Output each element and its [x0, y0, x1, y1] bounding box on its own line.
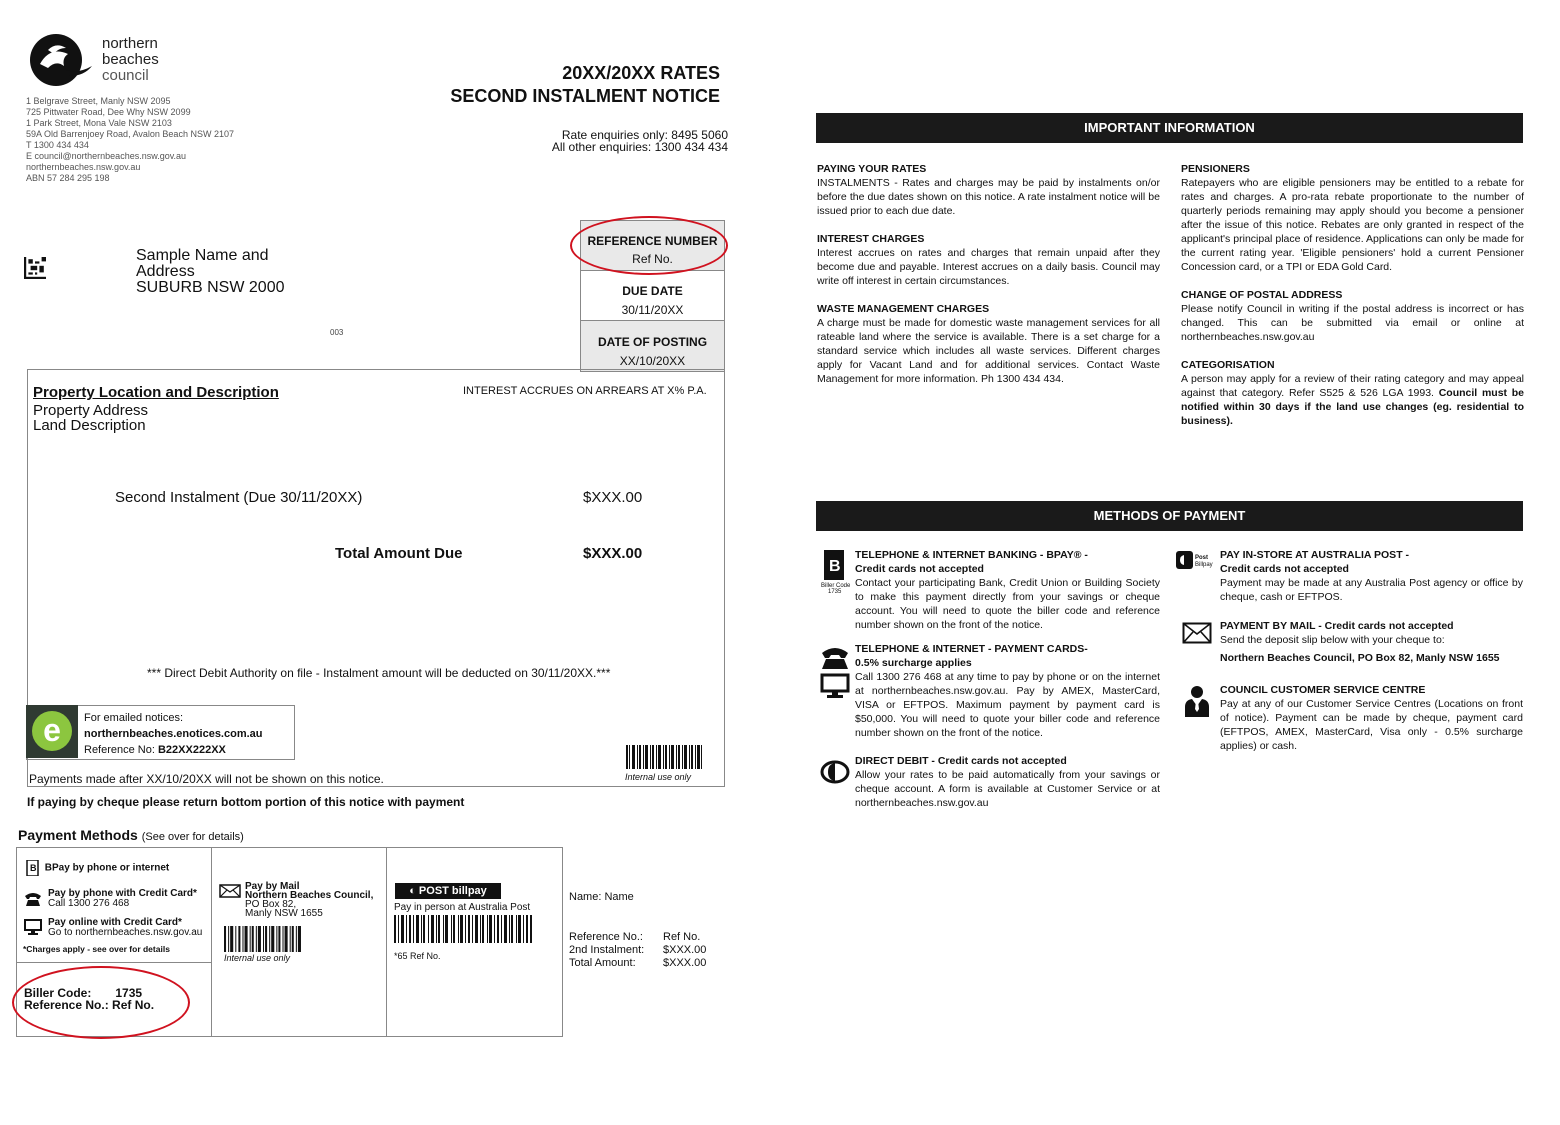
total-amount: $XXX.00 — [583, 545, 643, 562]
post-billpay-logo: ◐ POST billpay — [395, 883, 501, 899]
australia-post-icon: ◐ — [409, 885, 416, 897]
envelope-icon — [219, 884, 241, 898]
due-date-value: 30/11/20XX — [621, 303, 684, 317]
person-icon — [1184, 685, 1210, 717]
enotice-logo-icon: e — [26, 705, 78, 758]
reference-value: Ref No. — [632, 252, 673, 266]
slip-online-row: Pay online with Credit Card* Go to northernbeaches.nsw.gov.au — [24, 918, 202, 938]
payment-methods-title: Payment Methods (See over for details) — [18, 827, 244, 843]
svg-text:Post: Post — [1195, 555, 1209, 561]
instalment-label: Second Instalment (Due 30/11/20XX) — [115, 489, 363, 506]
recipient-address: Sample Name and Address SUBURB NSW 2000 — [136, 247, 285, 296]
computer-icon — [24, 919, 42, 935]
slip-divider — [211, 847, 212, 1036]
barcode-icon — [394, 915, 532, 943]
property-details: Property Address Land Description — [33, 402, 149, 434]
biller-highlight-oval — [12, 966, 190, 1039]
instalment-amount: $XXX.00 — [583, 489, 643, 506]
posting-date-label: DATE OF POSTING — [597, 335, 708, 349]
slip-divider — [16, 962, 211, 963]
charges-note: *Charges apply - see over for details — [23, 944, 170, 954]
method-australia-post: PAY IN-STORE AT AUSTRALIA POST - Credit cards not accepted Payment may be made at any Australia Post agency or office by cheque, cash or EFTPOS. — [1220, 549, 1523, 603]
bpay-icon — [24, 860, 42, 876]
cheque-note: If paying by cheque please return bottom portion of this notice with payment — [27, 795, 465, 809]
svg-text:Billpay: Billpay — [1195, 562, 1213, 568]
method-direct-debit: DIRECT DEBIT - Credit cards not accepted Allow your rates to be paid automatically from your savings or cheque account. A form is available at Customer Service or at northernbeaches.nsw.gov.au — [855, 755, 1160, 809]
biller-code-block: Biller Code: 1735 Reference No.: Ref No. — [24, 986, 155, 1012]
slip-bpay-row: B BPay by phone or internet — [24, 860, 169, 876]
method-payment-cards: TELEPHONE & INTERNET - PAYMENT CARDS- 0.5% surcharge applies Call 1300 276 468 at any time to pay by phone or on the internet at northernbeaches.nsw.gov.au. Pay by AMEX, MasterCard, VISA or EFTPOS. Maximum payment by payment card is $50,000. You will need to quote your biller code and reference number shown on the front of the notice. — [855, 643, 1160, 739]
method-mail: PAYMENT BY MAIL - Credit cards not accepted Send the deposit slip below with your cheque to: Northern Beaches Council, PO Box 82, Manly NSW 1655 — [1220, 620, 1500, 664]
direct-debit-note: *** Direct Debit Authority on file - Instalment amount will be deducted on 30/11/20XX.*** — [147, 666, 611, 680]
info-column-right: PENSIONERS Ratepayers who are eligible pensioners may be entitled to a rebate for rates and charges. A pro-rata rebate proportionate to the number of quarterly periods remaining may apply should you become a pensioner after the issue of this notice. Rebates are only granted in respect of the applicant's principal place of residence. Applications can only be made for the current rating year. 'Eligible pensioners' hold a current Pensioner Concession card, or a TPI or EDA Gold Card. CHANGE OF POSTAL ADDRESS Please notify Council in writing if the postal address is incorrect or has changed. This can be submitted via email or online at northernbeaches.nsw.gov.au CATEGORISATION A person may apply for a review of their rating category and may appeal against that category. Refer S525 & 526 LGA 1993. Council must be notified within 30 days if the land use changes (eg. residential to business). — [1181, 163, 1524, 427]
logo-text: northern beaches council — [102, 35, 159, 84]
svg-text:1735: 1735 — [828, 589, 842, 594]
post-billpay-icon — [1176, 551, 1218, 569]
envelope-icon — [1182, 622, 1212, 644]
reference-highlight-oval — [570, 216, 728, 275]
methods-of-payment-header: METHODS OF PAYMENT — [816, 501, 1523, 531]
enotice-text: For emailed notices: northernbeaches.enotices.com.au Reference No: B22XX222XX — [84, 712, 263, 756]
payments-after-note: Payments made after XX/10/20XX will not be shown on this notice. — [29, 772, 384, 786]
svg-text:Biller Code: Biller Code — [821, 583, 850, 589]
reference-label: REFERENCE NUMBER — [587, 234, 718, 248]
svg-text:B: B — [829, 558, 841, 575]
interest-note: INTEREST ACCRUES ON ARREARS AT X% P.A. — [463, 385, 707, 397]
direct-debit-icon — [820, 760, 850, 784]
barcode-icon — [626, 745, 702, 769]
internal-use-label: Internal use only — [224, 953, 291, 963]
bpay-icon — [820, 550, 850, 594]
slip-mail-address: Pay by Mail Northern Beaches Council, PO Box 82, Manly NSW 1655 — [245, 881, 374, 919]
council-logo — [26, 30, 96, 92]
post-reference: *65 Ref No. — [394, 951, 441, 961]
slip-phone-row: Pay by phone with Credit Card* Call 1300 276 468 — [24, 889, 197, 909]
total-label: Total Amount Due — [335, 545, 463, 562]
due-date-label: DUE DATE — [622, 284, 683, 298]
slip-divider — [386, 847, 387, 1036]
svg-text:B: B — [30, 863, 37, 873]
internal-use-label: Internal use only — [625, 772, 692, 782]
method-bpay: TELEPHONE & INTERNET BANKING - BPAY® - Credit cards not accepted Contact your participating Bank, Credit Union or Building Society to make this payment directly from your savings or cheque account. You will need to quote the biller code and reference number shown on the front of the notice. — [855, 549, 1160, 631]
telephone-icon — [24, 891, 42, 907]
post-billpay-note: Pay in person at Australia Post — [394, 902, 531, 913]
slip-summary: Name: Name Reference No.: Ref No. 2nd Instalment: $XXX.00 Total Amount: $XXX.00 — [569, 891, 707, 969]
method-customer-service: COUNCIL CUSTOMER SERVICE CENTRE Pay at any of our Customer Service Centres (Locations on front of notice). Payment can be made by cheque, payment card (EFTPOS, AMEX, MasterCard, Visa only - 0.5% surcharge applies) or cash. — [1220, 684, 1523, 752]
sort-code: 003 — [330, 328, 344, 337]
barcode-icon — [224, 926, 302, 952]
telephone-computer-icon — [820, 645, 850, 701]
council-address: 1 Belgrave Street, Manly NSW 2095 725 Pittwater Road, Dee Why NSW 2099 1 Park Street, Mona Vale NSW 2103 59A Old Barrenjoey Road, Avalon Beach NSW 2107 T 1300 434 434 E council@northernbeaches.nsw.gov.au northernbeaches.nsw.gov.au ABN 57 284 295 198 — [26, 96, 234, 183]
info-column-left: PAYING YOUR RATES INSTALMENTS - Rates and charges may be paid by instalments on/or before the due dates shown on this notice. A rate instalment notice will be issued prior to each due date. INTEREST CHARGES Interest accrues on rates and charges that remain unpaid after they become due and payable. Interest accrues on a daily basis. Council may write off interest in certain circumstances. WASTE MANAGEMENT CHARGES A charge must be made for domestic waste management services for all rateable land where the service is available. There is a set charge for a standard service which includes all waste services. Different charges apply for Vacant Land and for additional services. Contact Waste Management for more information. Ph 1300 434 434. — [817, 163, 1160, 385]
property-title: Property Location and Description — [33, 384, 279, 401]
posting-date-value: XX/10/20XX — [619, 354, 686, 368]
important-information-header: IMPORTANT INFORMATION — [816, 113, 1523, 143]
datamatrix-code — [24, 257, 46, 279]
notice-title: 20XX/20XX RATES SECOND INSTALMENT NOTICE — [450, 63, 720, 106]
enquiries: Rate enquiries only: 8495 5060 All other enquiries: 1300 434 434 — [551, 128, 728, 154]
